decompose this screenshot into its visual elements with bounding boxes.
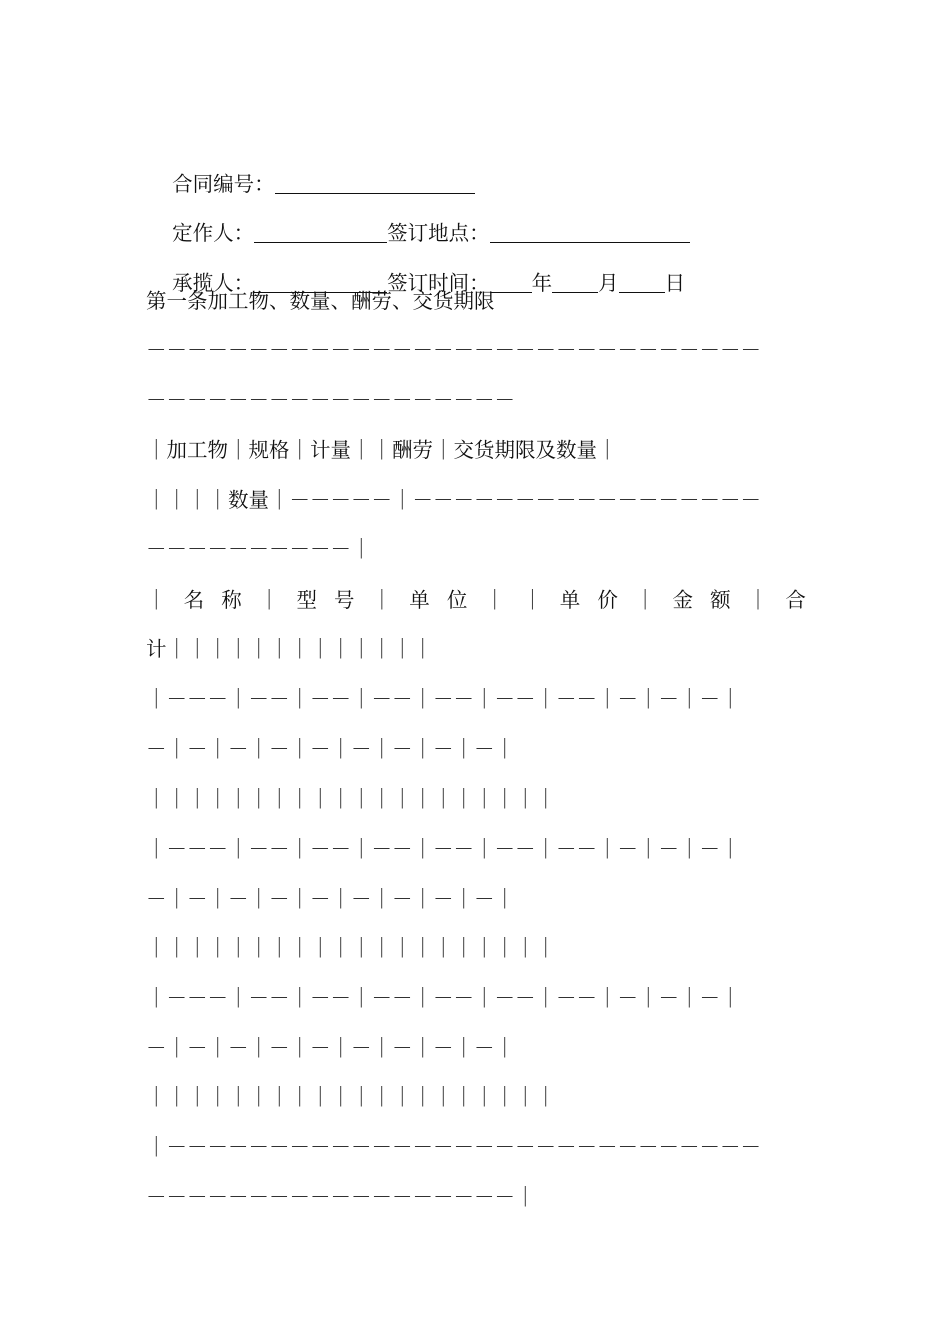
table-separator-3-cont: －｜－｜－｜－｜－｜－｜－｜－｜－｜ [146, 1036, 515, 1060]
header-cell: 价 [597, 588, 618, 612]
header-cell: 型 [296, 588, 317, 612]
contractor-line [146, 235, 806, 295]
header-cell: ｜ [371, 588, 393, 612]
header-cell: ｜ [522, 588, 543, 612]
contract-number-line [146, 136, 806, 196]
day-label: 日 [664, 271, 686, 295]
header-cell: 位 [446, 588, 468, 612]
header-cell: ｜ [484, 588, 505, 612]
sign-time-label: 签订时间： [387, 271, 490, 295]
table-header-row-2-cont: －－－－－－－－－－｜ [146, 537, 372, 561]
header-cell: 额 [710, 588, 731, 612]
orderer-label: 定作人： [172, 221, 255, 245]
header-cell: 单 [409, 588, 430, 612]
table-header-row-1: ｜加工物｜规格｜计量｜｜酬劳｜交货期限及数量｜ [146, 438, 618, 462]
table-header-row-3 [146, 584, 806, 616]
table-bottom-rule-cont: －－－－－－－－－－－－－－－－－－｜ [146, 1185, 536, 1209]
header-cell: 称 [221, 588, 242, 612]
table-row-empty-3: ｜｜｜｜｜｜｜｜｜｜｜｜｜｜｜｜｜｜｜｜ [146, 1085, 556, 1109]
table-separator-2-cont: －｜－｜－｜－｜－｜－｜－｜－｜－｜ [146, 887, 515, 911]
header-cell: ｜ [634, 588, 656, 612]
header-cell: 金 [672, 588, 694, 612]
table-bottom-rule: ｜－－－－－－－－－－－－－－－－－－－－－－－－－－－－－ [146, 1135, 761, 1159]
orderer-line [146, 185, 806, 245]
month-label: 月 [598, 271, 619, 295]
dash-rule-2: －－－－－－－－－－－－－－－－－－ [146, 388, 515, 412]
header-cell: ｜ [258, 588, 280, 612]
table-header-row-2: ｜｜｜｜数量｜－－－－－｜－－－－－－－－－－－－－－－－－ [146, 488, 761, 512]
header-cell: ｜ [747, 588, 769, 612]
header-cell: 名 [183, 588, 205, 612]
contract-number-label: 合同编号： [172, 172, 275, 196]
table-row-empty-1: ｜｜｜｜｜｜｜｜｜｜｜｜｜｜｜｜｜｜｜｜ [146, 787, 556, 811]
table-header-row-3-cont: 计｜｜｜｜｜｜｜｜｜｜｜｜｜ [146, 637, 433, 661]
table-separator-3: ｜－－－｜－－｜－－｜－－｜－－｜－－｜－－｜－｜－｜－｜ [146, 986, 741, 1010]
header-cell: 号 [334, 588, 355, 612]
dash-rule-1: －－－－－－－－－－－－－－－－－－－－－－－－－－－－－－ [146, 338, 761, 362]
table-separator-1-cont: －｜－｜－｜－｜－｜－｜－｜－｜－｜ [146, 737, 515, 761]
header-cell: 单 [559, 588, 581, 612]
header-cell: 合 [785, 588, 806, 612]
table-separator-1: ｜－－－｜－－｜－－｜－－｜－－｜－－｜－－｜－｜－｜－｜ [146, 687, 741, 711]
section1-title: 第一条加工物、数量、酬劳、交货期限 [146, 289, 495, 313]
contractor-label: 承揽人： [172, 271, 255, 295]
sign-place-label: 签订地点： [387, 221, 490, 245]
table-row-empty-2: ｜｜｜｜｜｜｜｜｜｜｜｜｜｜｜｜｜｜｜｜ [146, 936, 556, 960]
header-cell: ｜ [146, 588, 167, 612]
table-separator-2: ｜－－－｜－－｜－－｜－－｜－－｜－－｜－－｜－｜－｜－｜ [146, 837, 741, 861]
year-label: 年 [531, 271, 553, 295]
